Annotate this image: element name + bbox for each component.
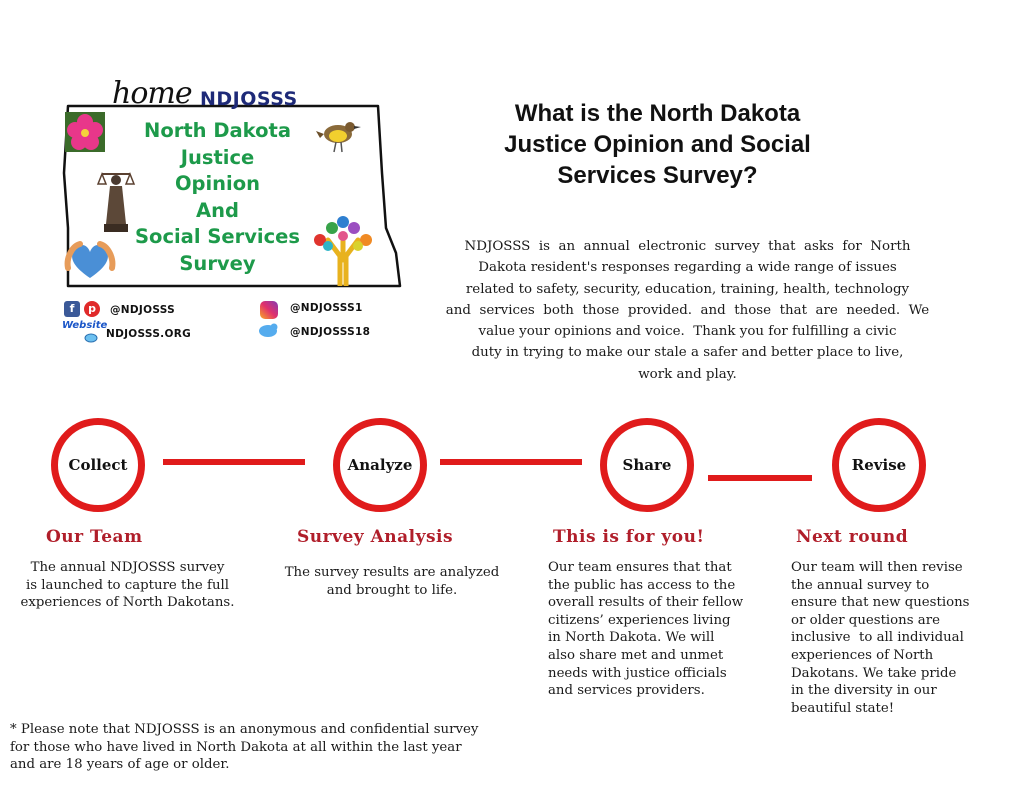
- step-description: [272, 564, 512, 599]
- page-title: [455, 98, 860, 191]
- pinterest-icon[interactable]: p: [84, 301, 100, 317]
- step-description-line: The annual NDJOSSS survey: [30, 560, 225, 575]
- page-title-line: Services Survey?: [557, 162, 758, 189]
- website-link[interactable]: NDJOSSS.ORG: [106, 328, 191, 340]
- footnote-line: for those who have lived in North Dakota at all within the last year: [10, 739, 462, 755]
- twitter-handle[interactable]: @NDJOSSS18: [290, 326, 371, 338]
- step-label: Share: [622, 456, 672, 474]
- page-title-line: What is the North Dakota: [514, 100, 801, 127]
- step-label: Collect: [68, 456, 128, 474]
- step-description-line: the annual survey to: [791, 577, 930, 593]
- prairie-rose-icon: [65, 112, 105, 152]
- step-description-line: inclusive to all individual: [791, 630, 964, 646]
- facebook-handle[interactable]: @NDJOSSS: [110, 304, 175, 316]
- step-description-line: Dakotans. We take pride: [791, 665, 957, 681]
- step-description-line: Our team will then revise: [791, 560, 963, 575]
- intro-line: NDJOSSS is an annual electronic survey that asks for North: [464, 239, 911, 254]
- step-description-line: citizens’ experiences living: [548, 612, 731, 628]
- step-description-line: is launched to capture the full: [25, 577, 230, 593]
- step-ring-collect: [51, 418, 145, 512]
- footnote-line: and are 18 years of age or older.: [10, 757, 230, 772]
- step-description-line: the public has access to the: [548, 577, 736, 593]
- website-badge: Website: [62, 320, 108, 331]
- step-description-line: and services providers.: [548, 683, 705, 699]
- step-heading: This is for you!: [553, 527, 705, 547]
- instagram-icon[interactable]: [260, 301, 278, 319]
- twitter-icon[interactable]: [257, 322, 279, 338]
- step-description: [791, 559, 1006, 717]
- step-description-line: beautiful state!: [791, 700, 895, 716]
- step-label: Analyze: [347, 456, 413, 474]
- footnote: [10, 721, 512, 774]
- logo-title-line: North Dakota: [144, 119, 291, 142]
- step-description: [548, 559, 776, 700]
- logo-title-line: And: [196, 198, 239, 222]
- instagram-handle[interactable]: @NDJOSSS1: [290, 302, 363, 314]
- step-ring-revise: [832, 418, 926, 512]
- timeline-connector: [440, 459, 582, 465]
- timeline-connector: [708, 475, 812, 481]
- step-label: Revise: [851, 456, 907, 474]
- step-description-line: or older questions are: [791, 612, 940, 628]
- mouse-icon: [84, 333, 98, 343]
- step-description-line: also share met and unmet: [548, 647, 724, 663]
- step-heading: Survey Analysis: [297, 527, 454, 547]
- step-description-line: experiences of North: [791, 647, 934, 663]
- step-description-line: in North Dakota. We will: [548, 630, 715, 646]
- step-description-line: and brought to life.: [326, 582, 458, 598]
- step-description-line: needs with justice officials: [548, 665, 727, 681]
- step-description-line: experiences of North Dakotans.: [20, 595, 235, 611]
- logo-title: [115, 118, 320, 278]
- hands-heart-icon: [64, 238, 116, 284]
- logo-title-line: Social Services: [135, 225, 300, 249]
- intro-line: value your opinions and voice. Thank you for fulfilling a civic: [478, 324, 897, 340]
- intro-line: work and play.: [638, 366, 737, 382]
- intro-line: duty in trying to make our stale a safer and better place to live,: [471, 345, 904, 361]
- step-heading: Next round: [796, 527, 909, 547]
- timeline-connector: [163, 459, 305, 465]
- logo-home-text: home: [112, 76, 192, 111]
- intro-line: Dakota resident's responses regarding a wide range of issues: [478, 260, 897, 276]
- logo-title-line: Justice: [180, 145, 255, 169]
- logo-abbreviation: NDJOSSS: [200, 88, 298, 110]
- step-description-line: The survey results are analyzed: [284, 565, 500, 580]
- step-ring-analyze: [333, 418, 427, 512]
- page-title-line: Justice Opinion and Social: [504, 131, 811, 158]
- logo-title-line: Survey: [179, 251, 256, 275]
- footnote-line: * Please note that NDJOSSS is an anonymous and confidential survey: [10, 722, 479, 737]
- intro-line: and services both those provided. and those that are needed. We: [445, 302, 930, 318]
- intro-line: related to safety, security, education, training, health, technology: [465, 281, 910, 297]
- step-description-line: in the diversity in our: [791, 683, 937, 699]
- logo-title-line: Opinion: [174, 172, 261, 196]
- step-heading: Our Team: [46, 527, 143, 547]
- step-description-line: Our team ensures that that: [548, 560, 732, 575]
- step-description-line: overall results of their fellow: [548, 595, 744, 611]
- meadowlark-icon: [316, 114, 362, 154]
- intro-paragraph: [440, 236, 935, 385]
- step-description: [10, 559, 245, 612]
- step-ring-share: [600, 418, 694, 512]
- facebook-icon[interactable]: f: [64, 301, 80, 317]
- step-description-line: ensure that new questions: [791, 595, 970, 611]
